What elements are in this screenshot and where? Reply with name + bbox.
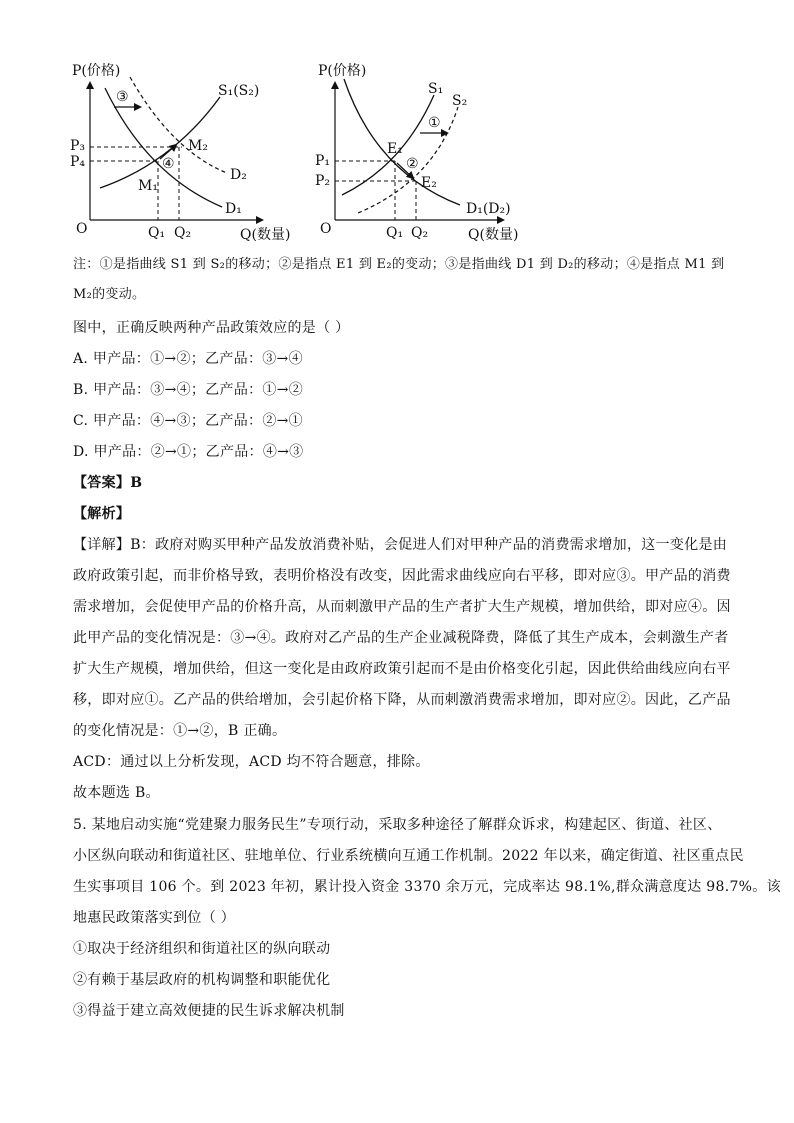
marker-1: ① bbox=[428, 115, 441, 131]
analysis-line-7: 的变化情况是：①→②，B 正确。 bbox=[73, 723, 287, 739]
y-axis-label: P(价格) bbox=[318, 63, 367, 79]
option-c: C. 甲产品：④→③；乙产品：②→① bbox=[73, 413, 303, 429]
label-s2: S₂ bbox=[452, 93, 468, 109]
label-q1: Q₁ bbox=[386, 225, 404, 241]
q5-stem-line-2: 小区纵向联动和街道社区、驻地单位、行业系统横向互通工作机制。2022 年以来，确定街道、社区重点民 bbox=[73, 848, 744, 864]
q5-stem-line-1: 5. 某地启动实施“党建聚力服务民生”专项行动，采取多种途径了解群众诉求，构建起区、街道、社区、 bbox=[73, 817, 722, 833]
label-m2: M₂ bbox=[188, 138, 208, 154]
label-q2: Q₂ bbox=[174, 225, 192, 241]
demand-curve-d2 bbox=[130, 77, 227, 173]
label-s1-s2: S₁(S₂) bbox=[218, 83, 260, 99]
y-axis-label: P(价格) bbox=[72, 63, 121, 79]
option-d: D. 甲产品：②→①；乙产品：④→③ bbox=[73, 444, 304, 460]
q5-statement-1: ①取决于经济组织和街道社区的纵向联动 bbox=[73, 941, 331, 957]
q5-statement-2: ②有赖于基层政府的机构调整和职能优化 bbox=[73, 972, 331, 988]
origin-label: O bbox=[76, 221, 88, 237]
label-d1-d2: D₁(D₂) bbox=[466, 201, 511, 217]
marker-2: ② bbox=[406, 156, 419, 172]
label-q1: Q₁ bbox=[148, 225, 166, 241]
label-p3: P₃ bbox=[70, 138, 86, 154]
analysis-line-5: 扩大生产规模，增加供给，但这一变化是由政府政策引起而不是由价格变化引起，因此供给曲线应向右平 bbox=[73, 661, 731, 677]
analysis-line-4: 此甲产品的变化情况是：③→④。政府对乙产品的生产企业减税降费，降低了其生产成本，会刺激生产者 bbox=[73, 630, 729, 646]
label-p4: P₄ bbox=[70, 154, 86, 170]
x-axis-label: Q(数量) bbox=[468, 227, 519, 243]
analysis-line-3: 需求增加，会促使甲产品的价格升高，从而刺激甲产品的生产者扩大生产规模，增加供给，即对应④。因 bbox=[73, 599, 731, 615]
figure-note-line-1: 注：①是指曲线 S1 到 S₂的移动；②是指点 E1 到 E₂的变动；③是指曲线 D1 到 D₂的移动；④是指点 M1 到 bbox=[73, 257, 725, 272]
analysis-line-1: 【详解】B：政府对购买甲种产品发放消费补贴，会促进人们对甲种产品的消费需求增加，这一变化是由 bbox=[73, 537, 728, 553]
figure-1-demand-shift bbox=[62, 55, 292, 249]
label-e2: E₂ bbox=[421, 175, 437, 191]
answer-label: 【答案】B bbox=[73, 475, 143, 491]
q5-statement-3: ③得益于建立高效便捷的民生诉求解决机制 bbox=[73, 1003, 345, 1019]
q5-stem-line-4: 地惠民政策落实到位（ ） bbox=[73, 910, 236, 926]
analysis-line-2: 政府政策引起，而非价格导致，表明价格没有改变，因此需求曲线应向右平移，即对应③。甲产品的消费 bbox=[73, 568, 731, 584]
label-e1: E₁ bbox=[387, 141, 403, 157]
x-axis-label: Q(数量) bbox=[240, 227, 291, 243]
q5-stem-line-3: 生实事项目 106 个。到 2023 年初，累计投入资金 3370 余万元，完成率达 98.1%,群众满意度达 98.7%。该 bbox=[73, 879, 781, 895]
label-s1: S₁ bbox=[428, 81, 444, 97]
figure-2-supply-shift bbox=[308, 55, 548, 249]
option-b: B. 甲产品：③→④；乙产品：①→② bbox=[73, 382, 304, 398]
analysis-line-9: 故本题选 B。 bbox=[73, 785, 160, 801]
origin-label: O bbox=[320, 221, 332, 237]
label-p1: P₁ bbox=[315, 153, 331, 169]
marker-3: ③ bbox=[116, 89, 129, 105]
label-d2: D₂ bbox=[230, 167, 247, 183]
analysis-line-6: 移，即对应①。乙产品的供给增加，会引起价格下降，从而刺激消费需求增加，即对应②。因此，乙产品 bbox=[73, 692, 731, 708]
option-a: A. 甲产品：①→②；乙产品：③→④ bbox=[73, 351, 303, 367]
label-d1: D₁ bbox=[225, 201, 242, 217]
question-stem: 图中，正确反映两种产品政策效应的是（ ） bbox=[73, 320, 350, 336]
label-m1: M₁ bbox=[138, 178, 158, 194]
label-q2: Q₂ bbox=[411, 225, 429, 241]
label-p2: P₂ bbox=[315, 173, 331, 189]
marker-4: ④ bbox=[162, 156, 175, 172]
analysis-title: 【解析】 bbox=[73, 506, 131, 522]
figure-note-line-2: M₂的变动。 bbox=[73, 287, 146, 302]
analysis-line-8: ACD：通过以上分析发现，ACD 均不符合题意，排除。 bbox=[73, 754, 430, 770]
